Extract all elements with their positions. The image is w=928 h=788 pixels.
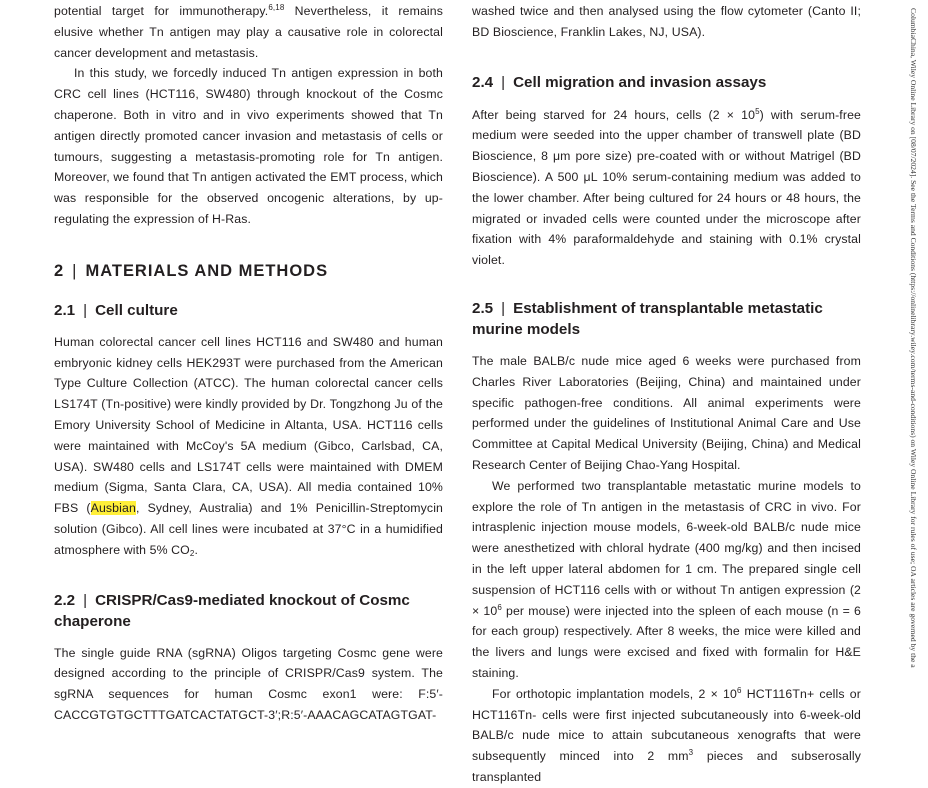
right-column <box>472 0 861 788</box>
subsection-heading-murine-models: 2.5 | Establishment of transplantable metastatic murine models <box>472 299 823 338</box>
paragraph-cell-culture: Human colorectal cancer cell lines HCT116 and SW480 and human embryonic kidney cells HEK293T were purchased from the American Type Culture Collection (ATCC). The human colorectal cancer cells LS174T (Tn-positive) were kindly provided by Dr. Tongzhong Ju of the Emory University School of Medicine in Altanta, USA. HCT116 cells were maintained with McCoy's 5A medium (Gibco, Carlsbad, CA, USA). SW480 cells and LS174T cells were maintained with DMEM medium (Sigma, Santa Clara, CA, USA). All media contained 10% FBS (Ausbian, Sydney, Australia) and 1% Penicillin-Streptomycin solution (Gibco). All cell lines were incubated at 37°C in a humidified atmosphere with 5% $CO_2$. <box>54 334 444 558</box>
paragraph-crispr: The single guide RNA (sgRNA) Oligos targeting Cosmc gene were designed according to the principle of CRISPR/Cas9 system. The sgRNA sequences for human Cosmc exon1 were: F:5′-CACCGTGTGCTTTGATCACTATGCT-3′;R:5′-AAACAGCATAGTGAT- <box>54 645 443 722</box>
intro-paragraph-study: In this study, we forcedly induced Tn antigen expression in both CRC cell lines (HCT116, SW480) through knockout of the Cosmc chaperone. Both in vitro and in vivo experiments showed that Tn antigen directly promoted cancer invasion and metastasis of cells or tumours, suggesting a metastasis-promoting role for Tn antigen. Moreover, we found that Tn antigen activated the EMT process, which was responsible for the observed oncogenic alterations, by up-regulating the expression of H-Ras. <box>54 66 443 226</box>
highlighted-text: Ausbian <box>90 501 136 516</box>
paragraph-migration: After being starved for 24 hours, cells $(2 \times 10^5)$ with serum-free medium were seeded into the upper chamber of transwell plate (BD Bioscience, 8 μm pore size) pre-coated with or without Matrigel (BD Bioscience). A 500 μL 10% serum-containing medium was added to the lower chamber. After being cultured for 24 hours or 48 hours, the migrated or invaded cells were counted under the microscope after fixation with 4% paraformaldehyde and staining with 0.1% crystal violet. <box>472 106 861 268</box>
intro-paragraph-end: potential target for immunotherapy.$^{6,18}$ Nevertheless, it remains elusive whether Tn antigen may play a causative role in colorectal cancer development and metastasis. <box>54 3 443 60</box>
side-license-text: ColumbiaChina, Wiley Online Library on [08/07/2024]. See the Terms and Conditions (https://onlinelibrary.wiley.com/terms-and-conditions) on Wiley Online Library for rules of use; OA articles are governed by the a <box>909 8 918 668</box>
subsection-heading-cell-culture: 2.1 | Cell culture <box>54 301 178 319</box>
paragraph-mice: The male BALB/c nude mice aged 6 weeks were purchased from Charles River Laboratories (Beijing, China) and maintained under specific pathogen-free conditions. All animal experiments were performed under the guidelines of Institutional Animal Care and Use Committee at Capital Medical University (Beijing, China) and Medical Research Center of Beijing Chao-Yang Hospital. <box>472 353 861 472</box>
paragraph-flow-cytometry-end: washed twice and then analysed using the flow cytometer (Canto II; BD Bioscience, Franklin Lakes, NJ, USA). <box>472 4 861 39</box>
subsection-heading-migration: 2.4 | Cell migration and invasion assays <box>472 73 767 91</box>
paragraph-intrasplenic: We performed two transplantable metastatic murine models to explore the role of Tn antigen in the metastasis of CRC in vivo. For intrasplenic injection mouse models, 6-week-old BALB/c nude mice were anesthetized with chloral hydrate (400 mg/kg) and then incised in the left upper lateral abdomen for 1 cm. The prepared single cell suspension of HCT116 cells with or without Tn antigen expression ($2 \times 10^6$ per mouse) were injected into the spleen of each mouse (n = 6 for each group) respectively. After 8 weeks, the mice were killed and the livers and lungs were excised and fixed with formalin for H&E staining. <box>472 478 861 680</box>
subsection-heading-crispr: 2.2 | CRISPR/Cas9-mediated knockout of Cosmc chaperone <box>54 591 410 630</box>
section-heading-materials-methods: 2 | MATERIALS AND METHODS <box>54 261 329 280</box>
side-license-strip <box>900 0 928 733</box>
left-column <box>54 0 443 726</box>
paragraph-orthotopic: For orthotopic implantation models, $2 \times 10^6$ HCT116Tn+ cells or HCT116Tn- cells were first injected subcutaneously into 6-week-old BALB/c nude mice to attain subcutaneous xenografts that were subsequently minced into 2 $mm^3$ pieces and subserosally transplanted <box>472 685 861 784</box>
